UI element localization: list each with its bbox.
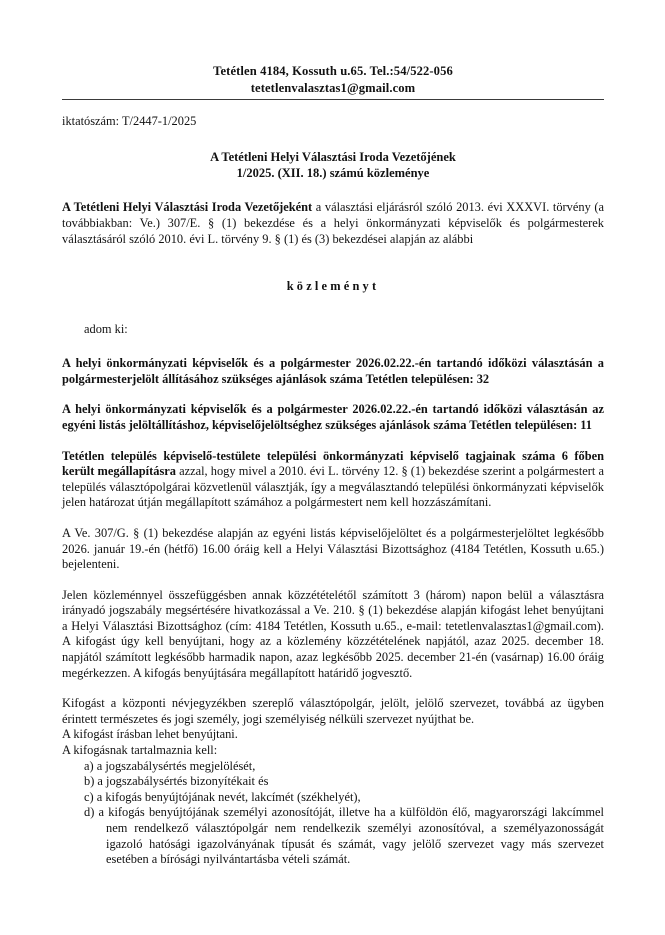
requirement-d: d) a kifogás benyújtójának személyi azonosítóját, illetve ha a külföldön élő, magyarországi lakcímmel nem rendelkező választópolgár nem rendelkezik személyi azonosítóval, a személyazonosságát igazoló hatósági igazolványának típusát és számát, vagy jelölő szervezet vagy más szervezet esetében a bírósági nyilvántartásba vételi számát.	[84, 805, 604, 867]
document-sheet	[62, 0, 604, 935]
objection-submitter-paragraph: Kifogást a központi névjegyzékben szereplő választópolgár, jelölt, jelölő szervezet, továbbá az ügyben érintett természetes és jogi személy, jogi személyiség nélküli szervezet nyújthat be.	[62, 696, 604, 726]
spacer	[62, 181, 604, 200]
list-item	[62, 790, 604, 806]
spacer	[62, 573, 604, 588]
header-address-line: Tetétlen 4184, Kossuth u.65. Tel.:54/522-056	[213, 64, 453, 78]
spacer	[62, 511, 604, 526]
document-body	[62, 100, 604, 868]
title-line-1: A Tetétleni Helyi Választási Iroda Vezetőjének	[210, 149, 456, 164]
requirement-b: b) a jogszabálysértés bizonyítékait és	[84, 774, 269, 789]
announcement-word: közleményt	[286, 278, 380, 293]
requirement-a: a) a jogszabálysértés megjelölését,	[84, 758, 256, 773]
intro-paragraph	[62, 200, 604, 247]
nomination-deadline-paragraph: A Ve. 307/G. § (1) bekezdése alapján az egyéni listás képviselőjelöltet és a polgármesterjelöltet legkésőbb 2026. január 19.-én (hétfő) 16.00 óráig kell a Helyi Választási Bizottsághoz (4184 Tetétlen, Kossuth u.65.) bejelenteni.	[62, 525, 604, 572]
intro-bold-lead: A Tetétleni Helyi Választási Iroda Vezetőjeként	[62, 200, 313, 215]
written-submission-line: A kifogást írásban lehet benyújtani.	[62, 727, 238, 742]
representative-signature-requirement-text: A helyi önkormányzati képviselők és a polgármester 2026.02.22.-én tartandó időközi választásán az egyéni listás jelöltállításhoz, képviselőjelöltséghez szükséges ajánlások száma Tetétlen településen: 11	[62, 402, 604, 432]
spacer	[62, 681, 604, 696]
mandate-count-rest: azzal, hogy mivel a 2010. évi L. törvény 12. § (1) bekezdése szerint a polgármestert a település választópolgárai közvetlenül választják, így a megválasztandó települési önkormányzati képviselők jelen határozat útján megállapított számához a polgármestert nem kell hozzászámítani.	[62, 464, 604, 510]
registration-number: iktatószám: T/2447-1/2025	[62, 114, 197, 128]
issue-line: adom ki:	[84, 321, 128, 336]
header-email-line: tetetlenvalasztas1@gmail.com	[250, 80, 416, 95]
list-item	[62, 759, 604, 775]
objection-paragraph: Jelen közleménnyel összefüggésben annak közzétételétől számított 3 (három) napon belül a választásra irányadó jogszabály megsértésére hivatkozással a Ve. 210. § (1) bekezdése alapján kifogást lehet benyújtani a Helyi Választási Bizottsághoz (cím: 4184 Tetétlen, Kossuth u.65., e-mail: tetetlenvalasztas1@gmail.com). A kifogást úgy kell benyújtani, hogy az a közlemény közzétételének napjától, azaz 2025. december 18. napjától számított legkésőbb harmadik napon, azaz legkésőbb 2025. december 21-én (vasárnap) 16.00 óráig megérkezzen. A kifogás benyújtására megállapított határidő jogvesztő.	[62, 587, 604, 680]
list-item	[62, 805, 604, 867]
spacer	[62, 387, 604, 402]
document-header	[62, 0, 604, 96]
mayor-signature-requirement	[62, 356, 604, 387]
requirement-c: c) a kifogás benyújtójának nevét, lakcímét (székhelyét),	[84, 789, 361, 804]
representative-signature-requirement	[62, 402, 604, 433]
spacer	[62, 307, 604, 322]
intro-rest: a választási eljárásról szóló 2013. évi XXXVI. törvény (a továbbiakban: Ve.) 307/E. § (1) bekezdése és a helyi önkormányzati képviselők és polgármesterek választásáról szóló 2010. évi L. törvény 9. § (1) és (3) bekezdései alapján az alábbi	[62, 200, 604, 246]
document-title	[62, 149, 604, 182]
mayor-signature-requirement-text: A helyi önkormányzati képviselők és a polgármester 2026.02.22.-én tartandó időközi választásán a polgármesterjelölt állításához szükséges ajánlások száma Tetétlen településen: 32	[62, 356, 604, 386]
title-line-2: 1/2025. (XII. 18.) számú közleménye	[236, 166, 430, 180]
spacer	[62, 434, 604, 449]
mandate-count-paragraph	[62, 449, 604, 511]
mandate-count-bold: Tetétlen település képviselő-testülete települési önkormányzati képviselő tagjainak száma 6 főben került megállapításra	[62, 448, 604, 479]
spacer	[62, 337, 604, 356]
spacer	[62, 247, 604, 266]
list-item	[62, 774, 604, 790]
requirements-intro-line: A kifogásnak tartalmaznia kell:	[62, 743, 218, 758]
